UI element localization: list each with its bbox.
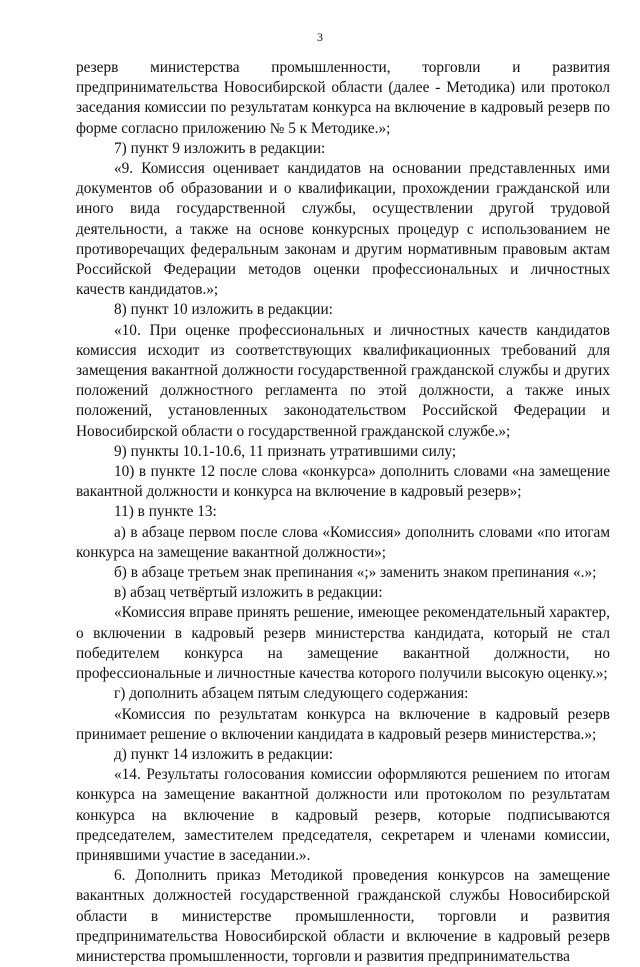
paragraph-2: 7) пункт 9 изложить в редакции:	[114, 139, 326, 157]
paragraph-11: в) абзац четвёртый изложить в редакции:	[114, 584, 383, 602]
paragraph-4: 8) пункт 10 изложить в редакции:	[114, 301, 333, 319]
paragraph-1: резерв министерства промышленности, торговли и развития предпринимательства Новосибирской области (далее - Методика) или протокол заседания комиссии по результатам конкурса на включение в кадровый резерв по форме согласно приложению № 5 к Методике.»;	[76, 59, 610, 137]
paragraph-17: 6. Дополнить приказ Методикой проведения конкурсов на замещение вакантных должностей государственной гражданской службы Новосибирской области в министерстве промышленности, торговли и развития предпринимательства Новосибирской области и включение в кадровый резерв министерства промышленности, торговли и развития предпринимательства	[76, 867, 610, 965]
paragraph-8: 11) в пункте 13:	[114, 503, 217, 521]
paragraph-13: г) дополнить абзацем пятым следующего содержания:	[114, 685, 469, 703]
paragraph-15: д) пункт 14 изложить в редакции:	[114, 745, 334, 763]
paragraph-6: 9) пункты 10.1-10.6, 11 признать утратившими силу;	[114, 442, 457, 460]
paragraph-3: «9. Комиссия оценивает кандидатов на основании представленных ими документов об образовании и о квалификации, прохождении гражданской или иного вида государственной службы, осуществлении другой трудовой деятельности, а также на основе конкурсных процедур с использованием не противоречащих федеральным законам и другим нормативным правовым актам Российской Федерации методов оценки профессиональных и личностных качеств кандидатов.»;	[76, 160, 610, 299]
paragraph-16: «14. Результаты голосования комиссии оформляются решением по итогам конкурса на замещение вакантной должности или протоколом по результатам конкурса на включение в кадровый резерв, которые подписываются председателем, заместителем председателя, секретарем и членами комиссии, принявшими участие в заседании.».	[76, 766, 610, 864]
paragraph-10: б) в абзаце третьем знак препинания «;» заменить знаком препинания «.»;	[114, 564, 597, 582]
paragraph-9: а) в абзаце первом после слова «Комиссия» дополнить словами «по итогам конкурса на замещение вакантной должности»;	[76, 523, 610, 561]
page-number: 3	[317, 30, 323, 44]
paragraph-12: «Комиссия вправе принять решение, имеющее рекомендательный характер, о включении в кадровый резерв министерства кандидата, который не стал победителем конкурса на замещение вакантной должности, но профессиональные и личностные качества которого получили высокую оценку.»;	[76, 604, 610, 683]
paragraph-5: «10. При оценке профессиональных и личностных качеств кандидатов комиссия исходит из соответствующих квалификационных требований для замещения вакантной должности государственной гражданской службы и других положений должностного регламента по этой должности, а также иных положений, установленных законодательством Российской Федерации и Новосибирской области о государственной гражданской службе.»;	[76, 321, 610, 440]
paragraph-7: 10) в пункте 12 после слова «конкурса» дополнить словами «на замещение вакантной должности и конкурса на включение в кадровый резерв»;	[76, 463, 610, 501]
paragraph-14: «Комиссия по результатам конкурса на включение в кадровый резерв принимает решение о включении кандидата в кадровый резерв министерства.»;	[76, 705, 610, 743]
